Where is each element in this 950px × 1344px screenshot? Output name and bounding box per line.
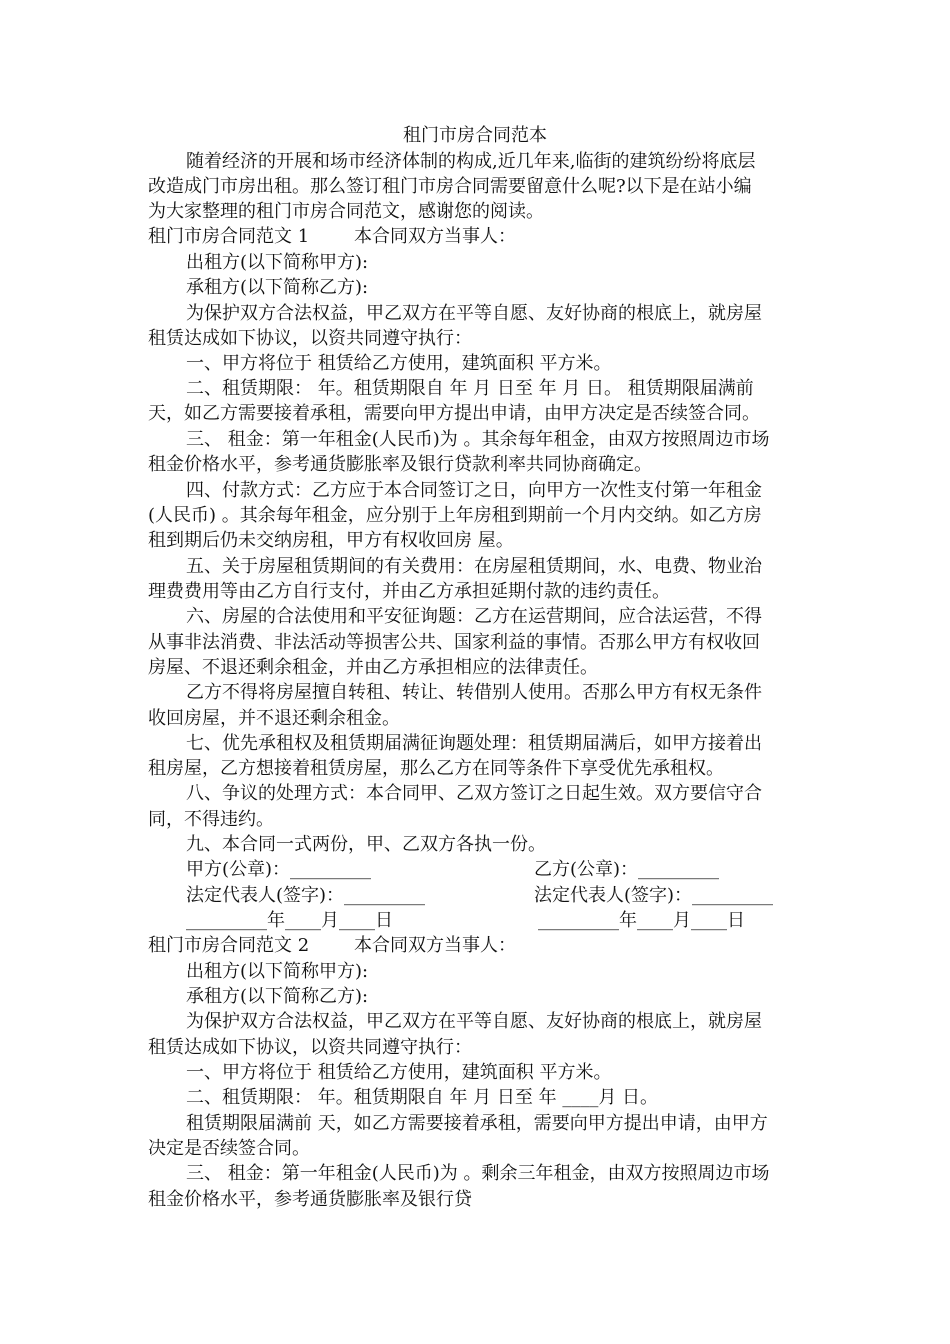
intro-line: 为大家整理的租门市房合同范文，感谢您的阅读。: [148, 201, 544, 222]
contract1-preamble: 租赁达成如下协议，以资共同遵守执行：: [148, 328, 472, 349]
contract2-lessee: 承租方(以下简称乙方):: [186, 986, 369, 1007]
contract1-clause-9: 九、本合同一式两份，甲、乙双方各执一份。: [186, 834, 546, 855]
contract2-clause-3: 租金价格水平，参考通货膨胀率及银行贷: [148, 1189, 472, 1210]
contract1-clause-6b: 收回房屋，并不退还剩余租金。: [148, 708, 400, 729]
contract1-clause-6: 房屋、不退还剩余租金，并由乙方承担相应的法律责任。: [148, 657, 598, 678]
contract1-clause-5: 理费费用等由乙方自行支付，并由乙方承担延期付款的违约责任。: [148, 581, 670, 602]
date-party-a: _________年____月____日: [186, 910, 393, 931]
contract2-parties-label: 本合同双方当事人：: [354, 935, 516, 956]
contract1-clause-4: (人民币) 。其余每年租金，应分别于上年房租到期前一个月内交纳。如乙方房: [148, 505, 762, 526]
contract1-clause-6: 六、房屋的合法使用和平安征询题：乙方在运营期间，应合法运营，不得: [186, 606, 762, 627]
contract1-parties-label: 本合同双方当事人：: [354, 226, 516, 247]
contract2-preamble: 为保护双方合法权益，甲乙双方在平等自愿、友好协商的根底上，就房屋: [186, 1011, 762, 1032]
contract1-clause-7: 租房屋，乙方想接着租赁房屋，那么乙方在同等条件下享受优先承租权。: [148, 758, 724, 779]
representative-party-a: 法定代表人(签字)：_________: [186, 885, 426, 906]
contract2-clause-3: 三、 租金：第一年租金(人民币)为 。剩余三年租金，由双方按照周边市场: [186, 1163, 770, 1184]
contract1-clause-7: 七、优先承租权及租赁期届满征询题处理：租赁期届满后，如甲方接着出: [186, 733, 762, 754]
contract2-clause-1: 一、甲方将位于 租赁给乙方使用，建筑面积 平方米。: [186, 1062, 612, 1083]
intro-line: 随着经济的开展和场市经济体制的构成,近几年来,临街的建筑纷纷将底层: [186, 151, 756, 172]
contract1-clause-8: 同，不得违约。: [148, 809, 274, 830]
contract2-clause-2: 二、租赁期限： 年。租赁期限自 年 月 日至 年 ____月 日。: [186, 1087, 659, 1108]
intro-line: 改造成门市房出租。那么签订租门市房合同需要留意什么呢?以下是在站小编: [148, 176, 752, 197]
contract1-clause-5: 五、关于房屋租赁期间的有关费用：在房屋租赁期间，水、电费、物业治: [186, 556, 762, 577]
contract1-preamble: 为保护双方合法权益，甲乙双方在平等自愿、友好协商的根底上，就房屋: [186, 303, 762, 324]
contract1-lessee: 承租方(以下简称乙方):: [186, 277, 369, 298]
contract1-clause-1: 一、甲方将位于 租赁给乙方使用，建筑面积 平方米。: [186, 353, 612, 374]
contract2-clause-2b: 租赁期限届满前 天，如乙方需要接着承租，需要向甲方提出申请，由甲方: [186, 1113, 768, 1134]
contract1-clause-8: 八、争议的处理方式：本合同甲、乙双方签订之日起生效。双方要信守合: [186, 783, 762, 804]
signature-party-b: 乙方(公章)：_________: [534, 859, 720, 880]
contract1-clause-3: 三、 租金：第一年租金(人民币)为 。其余每年租金，由双方按照周边市场: [186, 429, 770, 450]
date-party-b: _________年____月____日: [538, 910, 745, 931]
contract1-clause-4: 四、付款方式：乙方应于本合同签订之日，向甲方一次性支付第一年租金: [186, 480, 762, 501]
contract1-heading: 租门市房合同范文 1: [148, 226, 310, 247]
contract2-lessor: 出租方(以下简称甲方):: [186, 961, 369, 982]
contract1-clause-6b: 乙方不得将房屋擅自转租、转让、转借别人使用。否那么甲方有权无条件: [186, 682, 762, 703]
contract1-clause-2: 二、租赁期限： 年。租赁期限自 年 月 日至 年 月 日。 租赁期限届满前: [186, 378, 754, 399]
contract1-lessor: 出租方(以下简称甲方):: [186, 252, 369, 273]
contract2-preamble: 租赁达成如下协议，以资共同遵守执行：: [148, 1037, 472, 1058]
contract2-heading: 租门市房合同范文 2: [148, 935, 310, 956]
contract1-clause-2: 天，如乙方需要接着承租，需要向甲方提出申请，由甲方决定是否续签合同。: [148, 403, 760, 424]
signature-party-a: 甲方(公章)：_________: [186, 859, 372, 880]
document-title: 租门市房合同范本: [403, 125, 547, 146]
contract1-clause-6: 从事非法消费、非法活动等损害公共、国家利益的事情。否那么甲方有权收回: [148, 632, 760, 653]
contract2-clause-2b: 决定是否续签合同。: [148, 1138, 310, 1159]
contract1-clause-3: 租金价格水平，参考通货膨胀率及银行贷款利率共同协商确定。: [148, 454, 652, 475]
representative-party-b: 法定代表人(签字)：_________: [534, 885, 774, 906]
contract1-clause-4: 租到期后仍未交纳房租，甲方有权收回房 屋。: [148, 530, 514, 551]
